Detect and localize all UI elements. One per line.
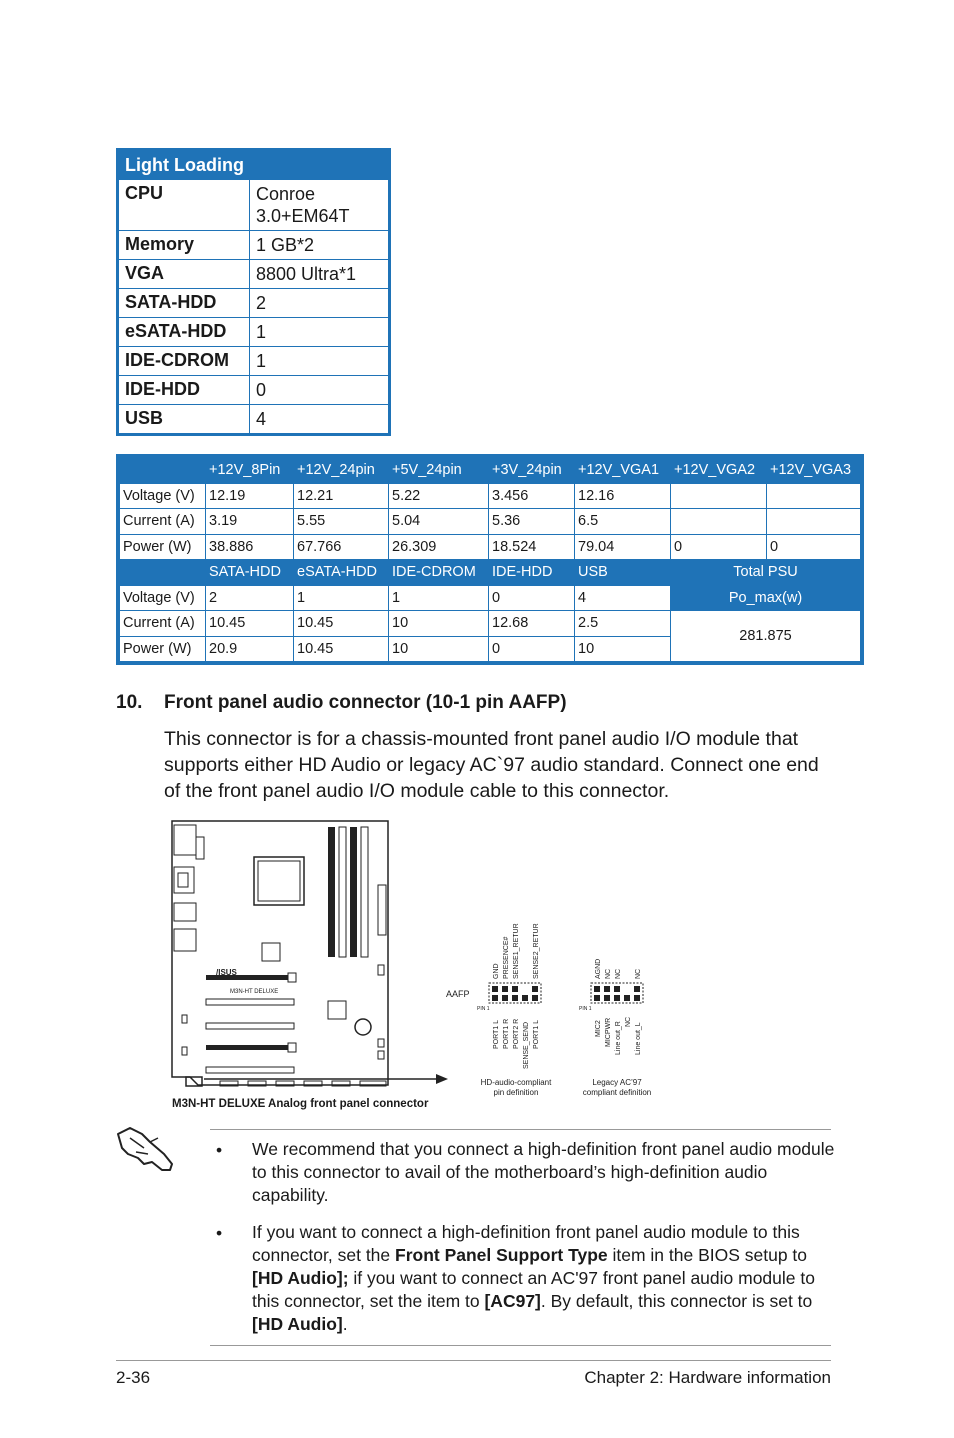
hd-caption-line1: HD-audio-compliant [480,1078,552,1087]
ac-bottom-pin: MICPWR [605,1017,612,1047]
table-cell: 2.5 [575,611,671,637]
section-title: Front panel audio connector (10-1 pin AAFP) [164,692,567,713]
row-key: VGA [119,260,250,288]
table-cell: 5.04 [389,509,489,535]
ac97-pin-header [591,983,643,1003]
hd-pin-header [489,983,541,1003]
table-header-row [120,560,861,586]
ac-bottom-pin: Line out_L [635,1022,642,1055]
table-row [120,585,861,611]
total-psu-value: 281.875 [671,611,861,662]
ac-caption-line1: Legacy AC’97 [592,1078,642,1087]
header-cell: IDE-CDROM [389,560,489,586]
table-cell: 79.04 [575,534,671,560]
bullet-1: • [216,1140,223,1160]
table-cell: 0 [489,636,575,662]
table-cell [671,483,767,509]
table-cell: 2 [206,585,294,611]
table-row [119,317,388,346]
row-value: 1 [256,351,267,371]
ac-caption-line2: compliant definition [582,1088,652,1097]
table-cell: 10 [389,611,489,637]
row-key: USB [119,405,250,433]
table-cell: 10.45 [206,611,294,637]
page-number: 2-36 [116,1368,151,1387]
power-table [116,454,864,665]
ac-top-pin: AGND [595,958,602,979]
motherboard-diagram [160,815,680,1115]
table-cell: 0 [671,534,767,560]
aafp-label: AAFP [446,989,470,999]
header-cell: +12V_VGA1 [575,458,671,484]
section-body: This connector is for a chassis-mounted front panel audio I/O module that supports either HD Audio or legacy AC`97 audio standard. Connect one end of the front panel audio I/O module cable to this connector. [164,728,819,802]
total-psu-header: Total PSU [671,560,861,586]
po-max-label: Po_max(w) [671,585,861,611]
table-cell: 1 [389,585,489,611]
table-row [119,230,388,259]
header-cell: +5V_24pin [389,458,489,484]
light-loading-title: Light Loading [119,151,388,179]
hd-top-pin: SENSE2_RETUR [533,923,540,979]
table-cell: 1 [294,585,389,611]
table-cell: 10 [389,636,489,662]
header-cell [120,458,206,484]
table-cell: 20.9 [206,636,294,662]
header-cell: USB [575,560,671,586]
header-cell: +12V_24pin [294,458,389,484]
note-bold: Front Panel Support Type [395,1245,608,1265]
note-paragraph-2 [252,1221,837,1336]
ac-pin1-label: PIN 1 [579,1006,592,1012]
row-value: 4 [256,409,267,429]
table-cell: 12.68 [489,611,575,637]
table-cell: 67.766 [294,534,389,560]
hd-bottom-pin: PORT2 R [513,1018,520,1049]
table-row [119,346,388,375]
header-cell: +12V_VGA3 [767,458,861,484]
note-divider-top [210,1129,831,1130]
table-row [119,288,388,317]
table-cell: 10.45 [294,636,389,662]
table-cell: Current (A) [120,611,206,637]
table-cell: Voltage (V) [120,483,206,509]
hd-top-pin: GND [493,963,500,979]
note-text: If you want to connect a high-definition front panel audio module to this connector, set the [252,1222,800,1265]
bullet-2: • [216,1223,223,1243]
hd-top-pin: PRESENCE# [503,936,510,979]
table-cell: 5.22 [389,483,489,509]
header-cell: SATA-HDD [206,560,294,586]
table-cell: 0 [767,534,861,560]
table-row [120,483,861,509]
aafp-diagram [160,815,680,1115]
table-cell: 10.45 [294,611,389,637]
ac-top-pin: NC [605,968,612,979]
section-number: 10. [116,692,143,713]
ac-bottom-pin: MIC2 [595,1020,602,1037]
table-row [120,509,861,535]
note-text: . By default, this connector is set to [540,1291,813,1311]
hd-caption-line2: pin definition [493,1088,539,1097]
hd-bottom-pin: PORT1 L [493,1019,500,1049]
table-row [119,259,388,288]
hd-bottom-pin: SENSE_SEND [523,1021,530,1069]
note-text: . [342,1314,348,1334]
table-cell: 12.19 [206,483,294,509]
note-bold: [AC97] [484,1291,541,1311]
hd-bottom-pin: PORT1 L [533,1019,540,1049]
header-cell: IDE-HDD [489,560,575,586]
table-cell: 12.21 [294,483,389,509]
row-key: CPU [119,180,250,230]
row-value: 1 [256,322,267,342]
row-value: 0 [256,380,267,400]
table-cell: 3.19 [206,509,294,535]
header-cell: +3V_24pin [489,458,575,484]
table-cell: 5.36 [489,509,575,535]
hand-note-icon [114,1124,180,1174]
table-cell: Voltage (V) [120,585,206,611]
chapter-title: Chapter 2: Hardware information [584,1368,831,1387]
table-cell: 26.309 [389,534,489,560]
note-divider-bottom [210,1345,831,1346]
table-cell [671,509,767,535]
table-cell: Current (A) [120,509,206,535]
table-cell: 18.524 [489,534,575,560]
table-row [119,404,388,433]
header-cell: eSATA-HDD [294,560,389,586]
table-cell: 10 [575,636,671,662]
table-cell [767,509,861,535]
table-cell: 12.16 [575,483,671,509]
table-header-row [120,458,861,484]
ac-top-pin: NC [615,968,622,979]
table-cell: Power (W) [120,636,206,662]
footer-divider [116,1360,831,1361]
row-key: Memory [119,231,250,259]
diagram-caption: M3N-HT DELUXE Analog front panel connector [172,1098,429,1110]
row-key: SATA-HDD [119,289,250,317]
hd-bottom-pin: PORT1 R [503,1018,510,1049]
note-text: if you want to connect an AC'97 front panel audio module to this connector, set the item to [252,1268,815,1311]
hd-pin1-label: PIN 1 [477,1006,490,1012]
note-bold: [HD Audio] [252,1314,343,1334]
table-cell: 4 [575,585,671,611]
row-key: IDE-CDROM [119,347,250,375]
row-key: eSATA-HDD [119,318,250,346]
light-loading-table [116,148,391,436]
note-text: item in the BIOS setup to [607,1245,808,1265]
row-value: 8800 Ultra*1 [256,264,357,284]
table-row [120,534,861,560]
ac-bottom-pin: NC [625,1016,632,1027]
table-row [119,179,388,230]
brand-logo: /ISUS [216,968,237,977]
row-value: Conroe 3.0+EM64T [256,184,350,226]
row-value: 2 [256,293,267,313]
table-row [120,611,861,637]
header-cell [120,560,206,586]
note-bold: [HD Audio]; [252,1268,349,1288]
table-cell: 38.886 [206,534,294,560]
table-cell: Power (W) [120,534,206,560]
table-cell [767,483,861,509]
ac-top-pin: NC [635,968,642,979]
row-value: 1 GB*2 [256,235,315,255]
table-cell: 5.55 [294,509,389,535]
table-cell: 6.5 [575,509,671,535]
table-cell: 0 [489,585,575,611]
section-heading [116,692,567,714]
table-row [119,375,388,404]
note-paragraph-1: We recommend that you connect a high-definition front panel audio module to this connector to avail of the motherboard’s high-definition audio capability. [252,1139,835,1205]
board-label: M3N-HT DELUXE [230,989,279,995]
hd-top-pin: SENSE1_RETUR [513,923,520,979]
row-key: IDE-HDD [119,376,250,404]
header-cell: +12V_8Pin [206,458,294,484]
table-cell: 3.456 [489,483,575,509]
ac-bottom-pin: Line out_R [615,1021,622,1055]
header-cell: +12V_VGA2 [671,458,767,484]
